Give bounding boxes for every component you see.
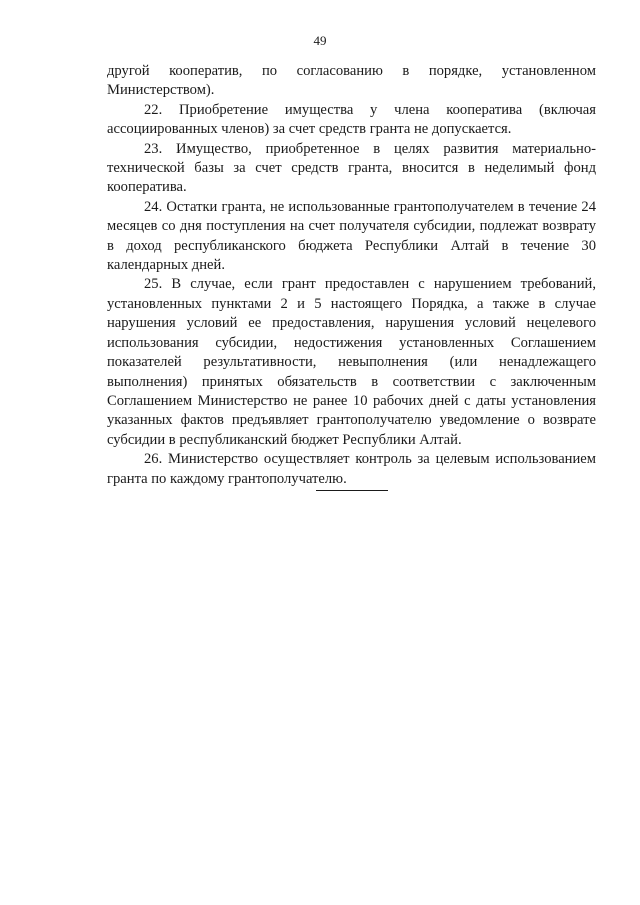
paragraph-24: 24. Остатки гранта, не использованные грантополучателем в течение 24 месяцев со дня поступления на счет получателя субсидии, подлежат возврату в доход республиканского бюджета Республики Алтай в течение 30 календарных дней. — [107, 198, 596, 274]
paragraph-continuation: другой кооператив, по согласованию в порядке, установленном Министерством). — [107, 63, 596, 99]
paragraph-22: 22. Приобретение имущества у члена кооператива (включая ассоциированных членов) за счет средств гранта не допускается. — [107, 101, 596, 138]
paragraph-25: 25. В случае, если грант предоставлен с нарушением требований, установленных пунктами 2 и 5 настоящего Порядка, а также в случае нарушения условий ее предоставления, нарушения условий нецелевого использования субсидии, недостижения установленных Соглашением показателей результативности, невыполнения (или ненадлежащего выполнения) принятых обязательств в соответствии с заключенным Соглашением Министерство не ранее 10 рабочих дней с даты установления указанных фактов предъявляет грантополучателю уведомление о возврате субсидии в республиканский бюджет Республики Алтай. — [107, 276, 596, 448]
page-number: 49 — [313, 33, 327, 48]
end-separator-line — [316, 490, 388, 491]
document-body — [107, 62, 596, 489]
paragraph-26: 26. Министерство осуществляет контроль за целевым использованием гранта по каждому грантополучателю. — [107, 451, 596, 487]
paragraph-23: 23. Имущество, приобретенное в целях развития материально-технической базы за счет средств гранта, вносится в неделимый фонд кооператива. — [107, 140, 596, 196]
